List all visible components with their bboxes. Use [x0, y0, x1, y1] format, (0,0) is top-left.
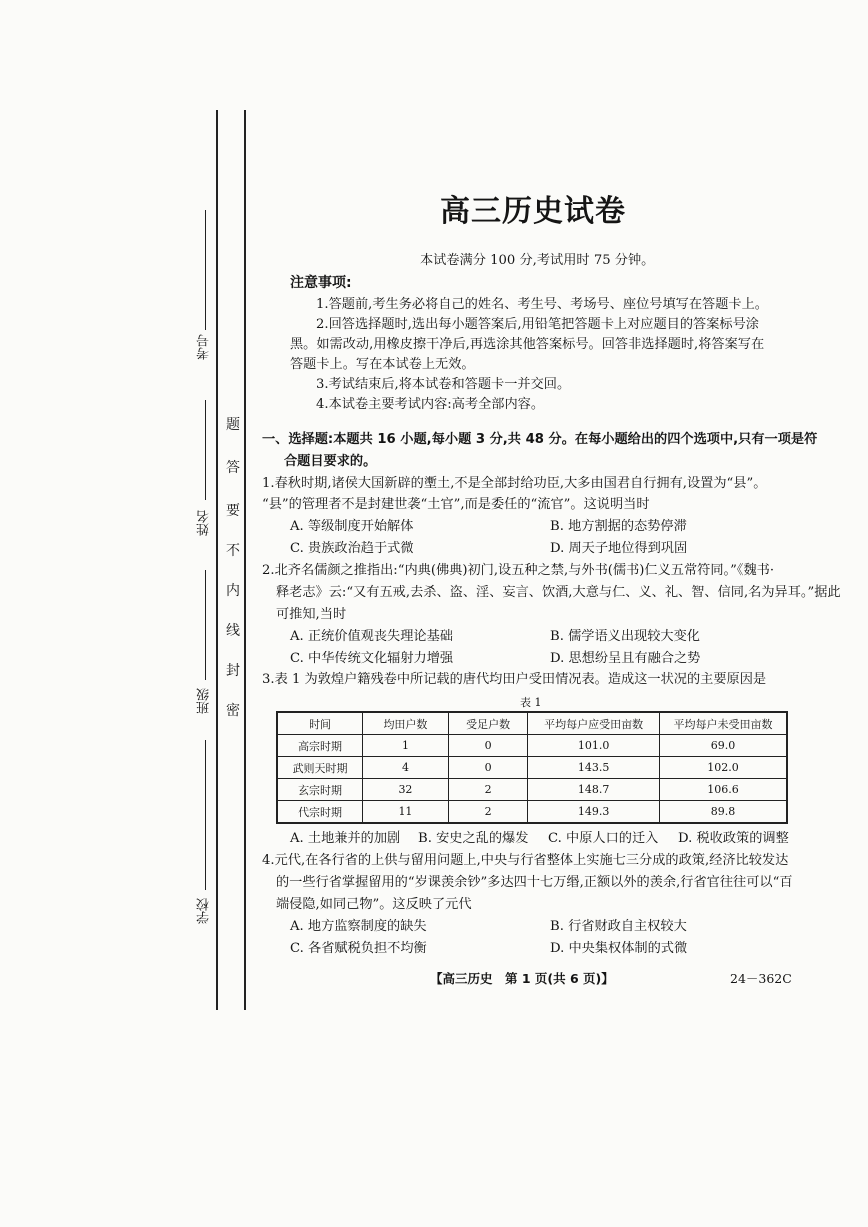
question-1-option-c[interactable]: C. 贵族政治趋于式微: [290, 541, 414, 556]
table-cell: 11: [363, 801, 449, 824]
table-cell: 代宗时期: [277, 801, 363, 824]
exam-meta: 本试卷满分 100 分,考试用时 75 分钟。: [420, 253, 655, 268]
exam-number-blank: [205, 210, 206, 330]
section-heading: 合题目要求的。: [284, 454, 377, 469]
table-cell: 149.3: [528, 801, 660, 824]
table-cell: 0: [448, 757, 528, 779]
table-cell: 2: [448, 801, 528, 824]
table-cell: 106.6: [659, 779, 787, 801]
seal-char: 密: [226, 703, 240, 719]
name-label: 姓名: [197, 510, 212, 536]
question-3-text: 3.表 1 为敦煌户籍残卷中所记载的唐代均田户受田情况表。造成这一状况的主要原因是: [262, 672, 767, 687]
question-1-option-a[interactable]: A. 等级制度开始解体: [290, 519, 414, 534]
question-4-text: 4.元代,在各行省的上供与留用问题上,中央与行省整体上实施七三分成的政策,经济比较发达: [262, 853, 789, 868]
class-blank: [205, 570, 206, 680]
table-cell: 102.0: [659, 757, 787, 779]
class-label: 班级: [197, 688, 212, 714]
question-3-option-a[interactable]: A. 土地兼并的加剧: [290, 831, 401, 846]
question-4-option-b[interactable]: B. 行省财政自主权较大: [550, 919, 687, 934]
table-cell: 32: [363, 779, 449, 801]
table-cell: 武则天时期: [277, 757, 363, 779]
school-blank: [205, 740, 206, 890]
table-header-cell: 受足户数: [448, 712, 528, 735]
table-cell: 玄宗时期: [277, 779, 363, 801]
paper-code: 24－362C: [730, 971, 792, 986]
question-4-text: 端侵隐,如同己物”。这反映了元代: [276, 897, 472, 912]
table-cell: 69.0: [659, 735, 787, 757]
school-label: 学校: [197, 898, 212, 924]
question-2-option-b[interactable]: B. 儒学语义出现较大变化: [550, 629, 700, 644]
table-cell: 0: [448, 735, 528, 757]
table-row: [277, 735, 787, 757]
question-4-option-c[interactable]: C. 各省赋税负担不均衡: [290, 941, 427, 956]
notice-heading: 注意事项:: [290, 275, 352, 291]
notice-line: 黑。如需改动,用橡皮擦干净后,再选涂其他答案标号。回答非选择题时,将答案写在: [290, 337, 765, 352]
seal-char: 封: [226, 663, 240, 679]
exam-number-label: 考号: [197, 334, 212, 360]
table-header-cell: 均田户数: [363, 712, 449, 735]
table-cell: 101.0: [528, 735, 660, 757]
seal-char: 题: [226, 417, 240, 433]
question-4-option-d[interactable]: D. 中央集权体制的式微: [550, 941, 688, 956]
section-heading: 一、选择题:本题共 16 小题,每小题 3 分,共 48 分。在每小题给出的四个选项中,只有一项是符: [262, 432, 818, 447]
question-2-option-a[interactable]: A. 正统价值观丧失理论基础: [290, 629, 453, 644]
seal-char: 线: [226, 623, 240, 639]
table-header-cell: 平均每户未受田亩数: [659, 712, 787, 735]
question-3-option-d[interactable]: D. 税收政策的调整: [678, 831, 789, 846]
land-allocation-table: [276, 711, 788, 824]
table-header-cell: 平均每户应受田亩数: [528, 712, 660, 735]
table-header-row: [277, 712, 787, 735]
table-row: [277, 779, 787, 801]
seal-char: 答: [226, 460, 240, 476]
table-header-cell: 时间: [277, 712, 363, 735]
table-row: [277, 757, 787, 779]
seal-char: 要: [226, 503, 240, 519]
table-cell: 1: [363, 735, 449, 757]
page-footer: 【高三历史 第 1 页(共 6 页)】: [430, 971, 614, 986]
notice-line: 3.考试结束后,将本试卷和答题卡一并交回。: [316, 377, 571, 392]
name-blank: [205, 400, 206, 500]
table-cell: 143.5: [528, 757, 660, 779]
question-1-text: “县”的管理者不是封建世袭“土官”,而是委任的“流官”。这说明当时: [262, 497, 650, 512]
seal-char: 内: [226, 583, 240, 599]
question-1-text: 1.春秋时期,诸侯大国新辟的壍土,不是全部封给功臣,大多由国君自行拥有,设置为“县”。: [262, 476, 767, 491]
notice-line: 答题卡上。写在本试卷上无效。: [290, 357, 475, 372]
question-4-text: 的一些行省掌握留用的“岁课羡余钞”多达四十七万缗,正额以外的羡余,行省官往往可以“百: [276, 875, 793, 890]
page-title: 高三历史试卷: [440, 194, 626, 229]
question-4-option-a[interactable]: A. 地方监察制度的缺失: [290, 919, 427, 934]
question-1-option-d[interactable]: D. 周天子地位得到巩固: [550, 541, 688, 556]
table-cell: 2: [448, 779, 528, 801]
table-cell: 高宗时期: [277, 735, 363, 757]
notice-line: 2.回答选择题时,选出每小题答案后,用铅笔把答题卡上对应题目的答案标号涂: [316, 317, 759, 332]
question-2-text: 可推知,当时: [276, 607, 347, 622]
question-1-option-b[interactable]: B. 地方割据的态势停滞: [550, 519, 687, 534]
binding-margin: [0, 0, 260, 1227]
question-2-option-c[interactable]: C. 中华传统文化辐射力增强: [290, 651, 454, 666]
question-2-option-d[interactable]: D. 思想纷呈且有融合之势: [550, 651, 701, 666]
question-3-option-b[interactable]: B. 安史之乱的爆发: [418, 831, 529, 846]
table-cell: 89.8: [659, 801, 787, 824]
table-caption: 表 1: [520, 696, 542, 709]
seal-line-outer: [244, 110, 246, 1010]
seal-line-inner: [216, 110, 218, 1010]
question-2-text: 2.北齐名儒颜之推指出:“内典(佛典)初门,设五种之禁,与外书(儒书)仁义五常符同。”《魏书·: [262, 563, 775, 578]
question-3-option-c[interactable]: C. 中原人口的迁入: [548, 831, 659, 846]
notice-line: 4.本试卷主要考试内容:高考全部内容。: [316, 397, 545, 412]
notice-line: 1.答题前,考生务必将自己的姓名、考生号、考场号、座位号填写在答题卡上。: [316, 297, 768, 312]
question-2-text: 释老志》云:“又有五戒,去杀、盗、淫、妄言、饮酒,大意与仁、义、礼、智、信同,名为异耳。”据此: [276, 585, 841, 600]
table-cell: 148.7: [528, 779, 660, 801]
table-cell: 4: [363, 757, 449, 779]
seal-char: 不: [226, 543, 240, 559]
table-row: [277, 801, 787, 824]
